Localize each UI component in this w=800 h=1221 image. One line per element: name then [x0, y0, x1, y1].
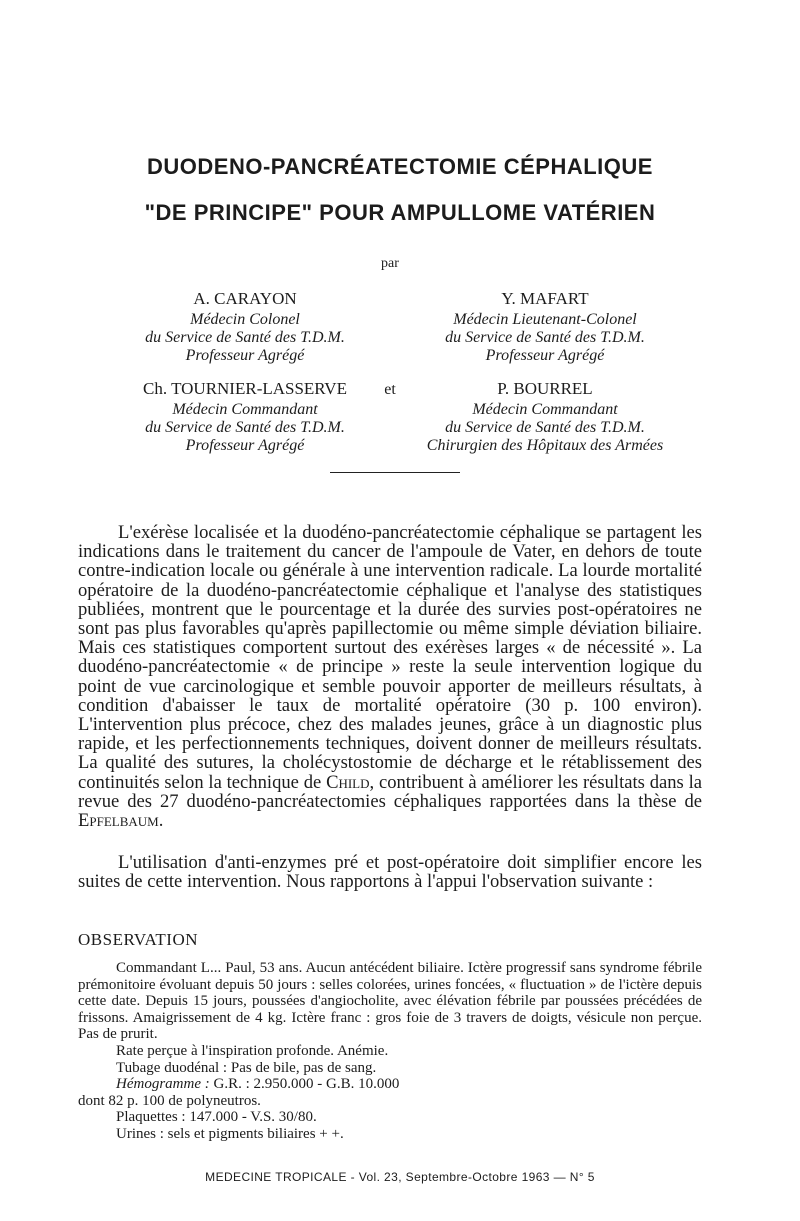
- author-service: du Service de Santé des T.D.M.: [445, 329, 645, 346]
- author-reference-epfelbaum: Epfelbaum: [78, 810, 159, 832]
- author-service: du Service de Santé des T.D.M.: [145, 419, 345, 436]
- separator-rule: [330, 472, 460, 473]
- author-title: Professeur Agrégé: [185, 347, 305, 364]
- author-block-carayon: [100, 290, 390, 365]
- author-reference-child: Child: [326, 771, 370, 793]
- abstract-text: L'exérèse localisée et la duodéno-pancréatectomie céphalique se partagent les indications dans le traitement du cancer de l'ampoule de Vater, en dehors de toute contre-indication locale ou générale à une intervention radicale. La lourde mortalité opératoire de la duodéno-pancréatectomie céphalique et l'analyse des statistiques publiées, montrent que le pourcentage et la durée des survies post-opératoires ne sont pas plus favorables qu'après papillectomie ou même simple déviation biliaire. Mais ces statistiques comportent surtout des exérèses larges « de nécessité ». La duodéno-pancréatectomie « de principe » reste la seule intervention logique du point de vue carcinologique et semble pouvoir apporter de meilleurs résultats, à condition d'abaisser le taux de mortalité opératoire (30 p. 100 environ). L'intervention plus précoce, chez des malades jeunes, grâce à un diagnostic plus rapide, et les perfectionnements techniques, doivent donner de meilleurs résultats. La qualité des sutures, la cholécystostomie de décharge et le rétablissement des continuités selon la technique de: [78, 522, 702, 793]
- author-block-mafart: [400, 290, 690, 365]
- title-line-1: DUODENO-PANCRÉATECTOMIE CÉPHALIQUE: [147, 154, 653, 179]
- observation-hemogram-cont: dont 82 p. 100 de polyneutros.: [78, 1092, 261, 1109]
- hemogram-label: Hémogramme :: [116, 1076, 210, 1093]
- abstract-text: L'utilisation d'anti-enzymes pré et post-opératoire doit simplifier encore les suites de cette intervention. Nous rapportons à l'appui l'observation suivante :: [78, 852, 702, 893]
- conjunction-et: et: [384, 381, 396, 398]
- author-rank: Médecin Commandant: [472, 401, 618, 418]
- abstract-paragraph-1: [78, 523, 702, 830]
- observation-heading: OBSERVATION: [78, 930, 199, 949]
- journal-footer: MEDECINE TROPICALE - Vol. 23, Septembre-Octobre 1963 — N° 5: [205, 1170, 595, 1184]
- observation-plaquettes: Plaquettes : 147.000 - V.S. 30/80.: [116, 1109, 317, 1126]
- author-title: Professeur Agrégé: [185, 437, 305, 454]
- observation-tubage: Tubage duodénal : Pas de bile, pas de sang.: [116, 1059, 377, 1076]
- author-title: Professeur Agrégé: [485, 347, 605, 364]
- abstract-text-end: .: [158, 810, 164, 832]
- observation-urines: Urines : sels et pigments biliaires + +.: [116, 1125, 344, 1142]
- author-name: P. BOURREL: [497, 379, 593, 398]
- author-service: du Service de Santé des T.D.M.: [445, 419, 645, 436]
- author-name: A. CARAYON: [193, 289, 297, 308]
- observation-rate: Rate perçue à l'inspiration profonde. Anémie.: [116, 1042, 389, 1059]
- observation-paragraph: Commandant L... Paul, 53 ans. Aucun antécédent biliaire. Ictère progressif sans syndrome fébrile prémonitoire évoluant depuis 50 jours : selles colorées, urines foncées, « fluctuation » de l'ictère depuis cette date. Depuis 15 jours, poussées d'angiocholite, avec élévation fébrile par poussées précédées de frissons. Amaigrissement de 4 kg. Ictère franc : gros foie de 3 travers de doigts, vésicule non perçue. Pas de prurit.: [78, 960, 702, 1043]
- abstract-text-mid: , contribuent à améliorer les résultats dans la revue des 27 duodéno-pancréatectomies céphaliques rapportées dans la thèse de: [78, 771, 702, 812]
- hemogram-values: G.R. : 2.950.000 - G.B. 10.000: [213, 1076, 400, 1093]
- author-title: Chirurgien des Hôpitaux des Armées: [426, 437, 664, 454]
- title-line-2: "DE PRINCIPE" POUR AMPULLOME VATÉRIEN: [144, 200, 656, 225]
- abstract-paragraph-2: [78, 853, 702, 891]
- author-rank: Médecin Colonel: [190, 311, 300, 328]
- author-name: Y. MAFART: [501, 289, 589, 308]
- author-rank: Médecin Commandant: [172, 401, 318, 418]
- observation-hemogram: [78, 1076, 702, 1093]
- author-block-bourrel: [400, 380, 690, 455]
- by-label: par: [381, 256, 399, 271]
- author-name: Ch. TOURNIER-LASSERVE: [143, 379, 347, 398]
- author-block-tournier-lasserve: [100, 380, 390, 455]
- observation-section: [78, 960, 702, 1143]
- author-rank: Médecin Lieutenant-Colonel: [453, 311, 637, 328]
- author-service: du Service de Santé des T.D.M.: [145, 329, 345, 346]
